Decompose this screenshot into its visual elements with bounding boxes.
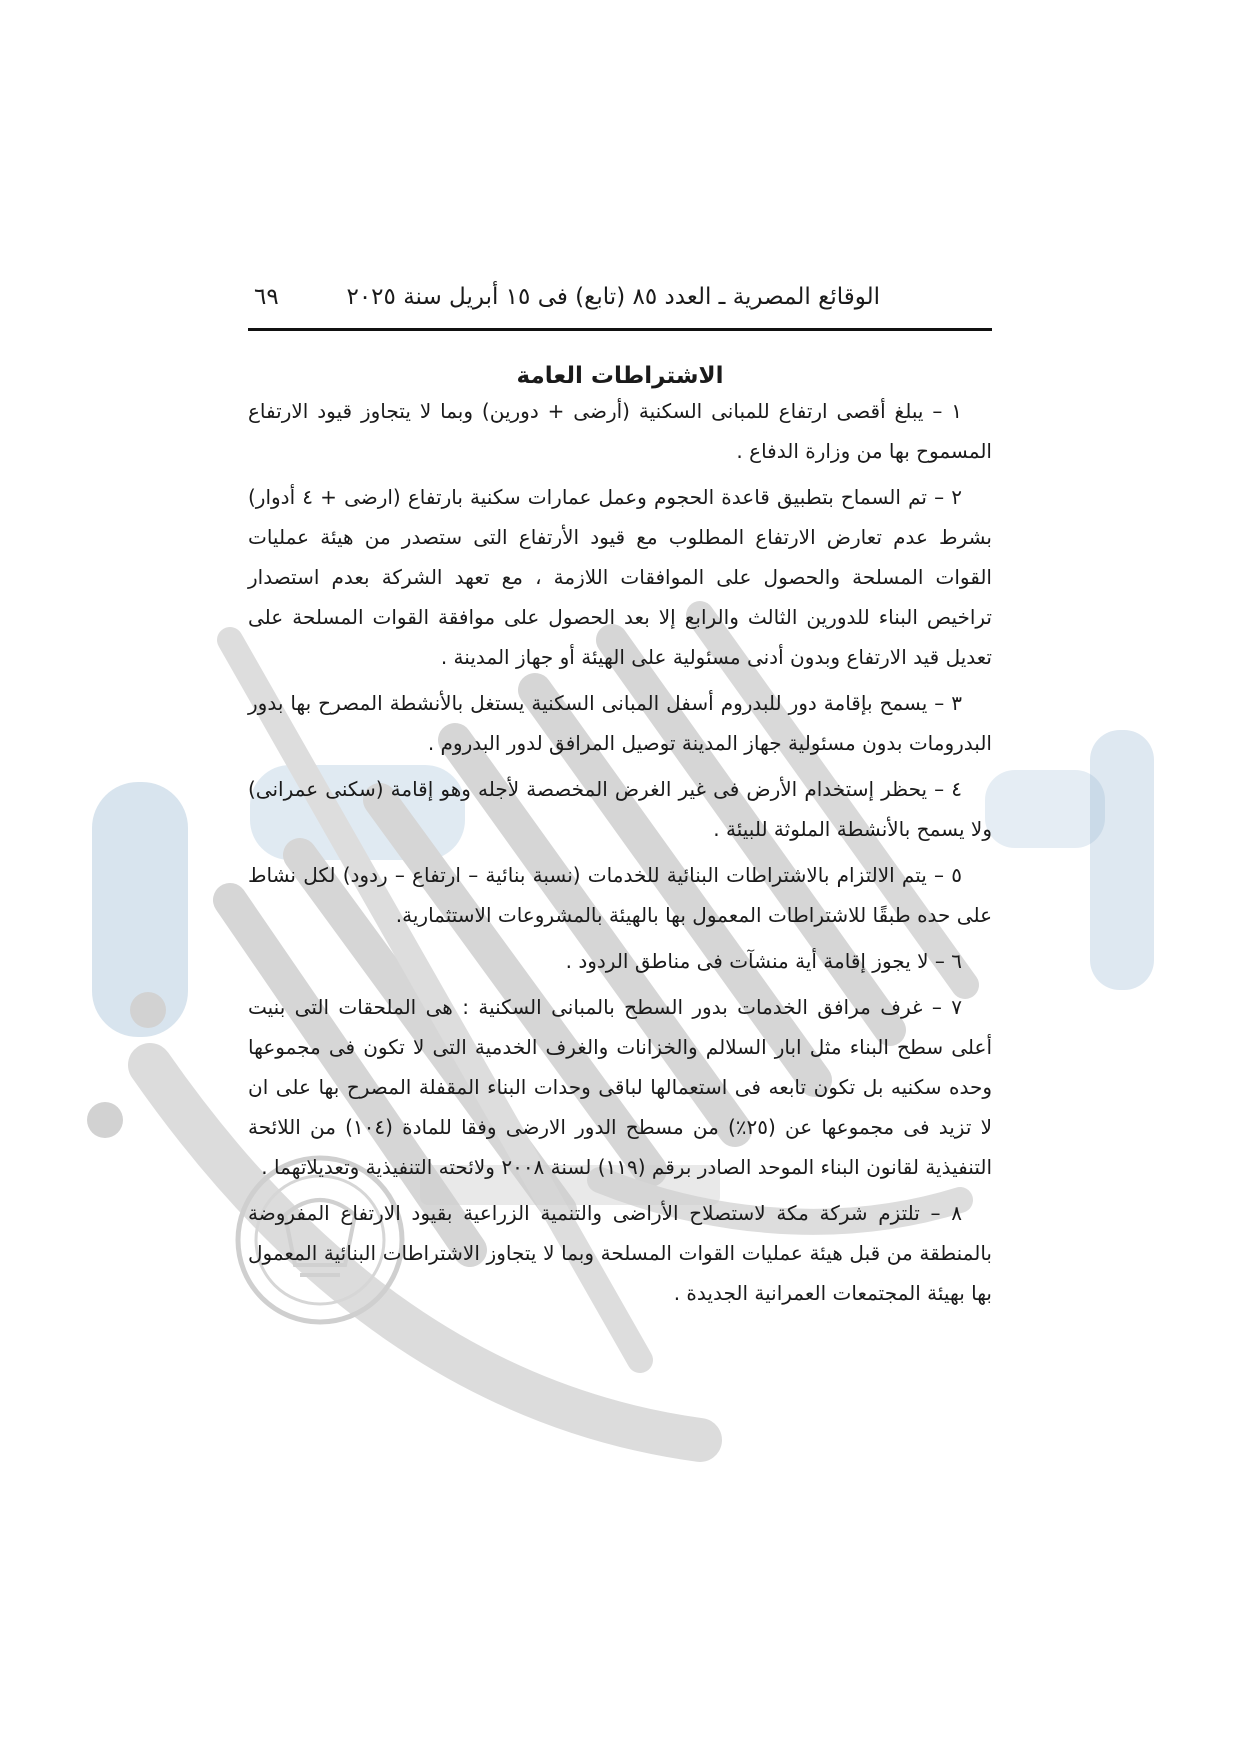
gazette-page [248,282,992,1319]
clause-6: ٦ – لا يجوز إقامة أية منشآت فى مناطق الردود . [565,949,962,973]
clause-3: ٣ – يسمح بإقامة دور للبدروم أسفل المبانى السكنية يستغل بالأنشطة المصرح بها بدور البدرومات بدون مسئولية جهاز المدينة توصيل المرافق لدور البدروم . [248,691,992,755]
section-title: الاشتراطات العامة [516,363,724,389]
clauses-list [248,391,992,1313]
page-header [248,282,992,331]
clause-7: ٧ – غرف مرافق الخدمات بدور السطح بالمبانى السكنية : هى الملحقات التى بنيت أعلى سطح البناء مثل ابار السلالم والخزانات والغرف الخدمية التى لا تكون فى مجموعها وحده سكنيه بل تكون تابعه فى استعمالها لباقى وحدات البناء المقفلة المصرح بها على ان لا تزيد فى مجموعها عن (٢٥٪) من مسطح الدور الارضى وفقا للمادة (١٠٤) من اللائحة التنفيذية لقانون البناء الموحد الصادر برقم (١١٩) لسنة ٢٠٠٨ ولائحته التنفيذية وتعديلاتهما . [248,995,992,1179]
clause-1: ١ – يبلغ أقصى ارتفاع للمبانى السكنية (أرضى + دورين) وبما لا يتجاوز قيود الارتفاع المسموح بها من وزارة الدفاع . [248,399,992,463]
clause-4: ٤ – يحظر إستخدام الأرض فى غير الغرض المخصصة لأجله وهو إقامة (سكنى عمرانى) ولا يسمح بالأنشطة الملوثة للبيئة . [248,777,992,841]
clause-8: ٨ – تلتزم شركة مكة لاستصلاح الأراضى والتنمية الزراعية بقيود الارتفاع المفروضة بالمنطقة من قبل هيئة عمليات القوات المسلحة وبما لا يتجاوز الاشتراطات البنائية المعمول بها بهيئة المجتمعات العمرانية الجديدة . [248,1201,992,1305]
clause-5: ٥ – يتم الالتزام بالاشتراطات البنائية للخدمات (نسبة بنائية – ارتفاع – ردود) لكل نشاط على حده طبقًا للاشتراطات المعمول بها بالهيئة بالمشروعات الاستثمارية. [248,863,992,927]
page-number: ٦٩ [254,284,279,310]
gazette-issue-title: الوقائع المصرية ـ العدد ٨٥ (تابع) فى ١٥ أبريل سنة ٢٠٢٥ [346,284,880,310]
clause-2: ٢ – تم السماح بتطبيق قاعدة الحجوم وعمل عمارات سكنية بارتفاع (ارضى + ٤ أدوار) بشرط عدم تعارض الارتفاع المطلوب مع قيود الأرتفاع التى ستصدر من هيئة عمليات القوات المسلحة والحصول على الموافقات اللازمة ، مع تعهد الشركة بعدم استصدار تراخيص البناء للدورين الثالث والرابع إلا بعد الحصول على موافقة القوات المسلحة على تعديل قيد الارتفاع وبدون أدنى مسئولية على الهيئة أو جهاز المدينة . [248,485,992,669]
